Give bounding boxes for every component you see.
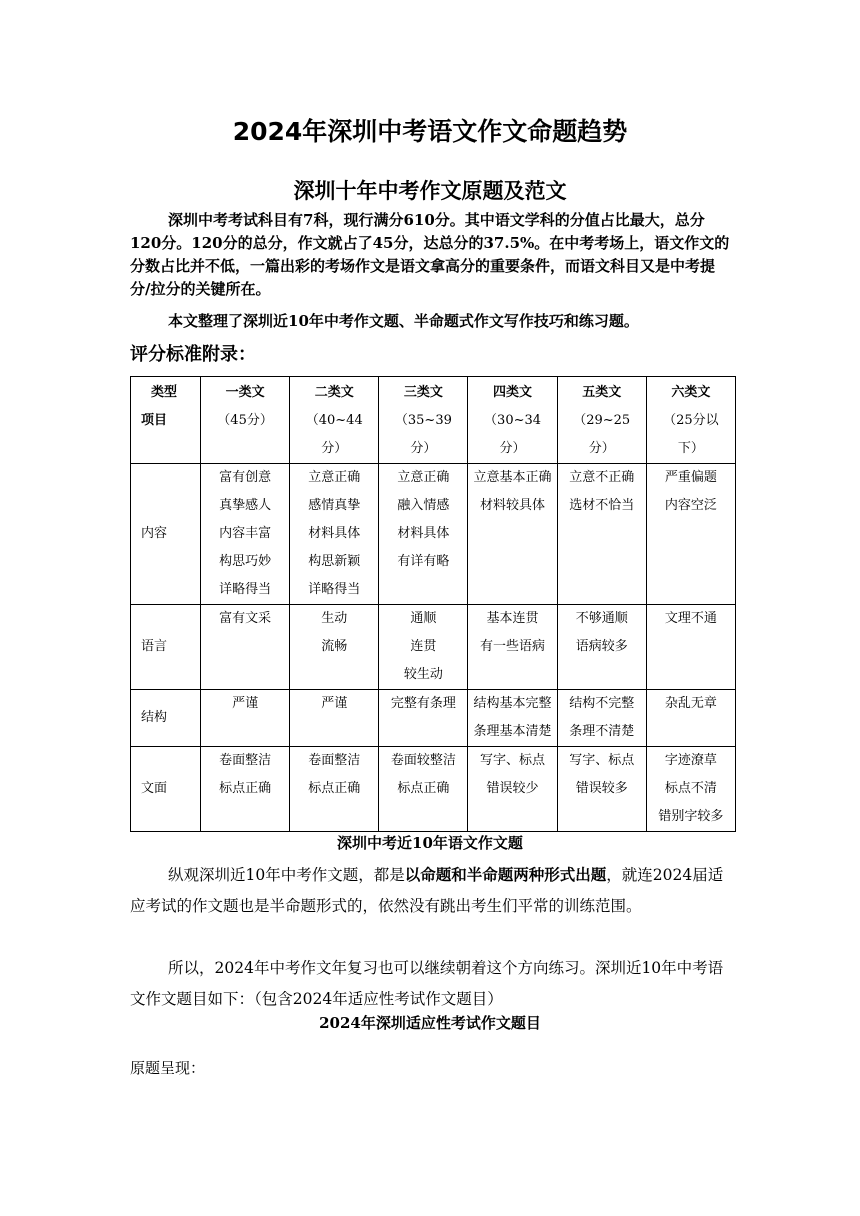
cell-line: 内容丰富 — [219, 526, 272, 541]
intro-paragraph: 深圳中考考试科目有7科，现行满分610分。其中语文学科的分值占比最大，总分120分。120分的总分，作文就占了45分，达总分的37.5%。在中考考场上，语文作文的分数占比并不低，一篇出彩的考场作文是语文拿高分的重要条件，而语文科目又是中考提分/拉分的关键所在。 — [130, 211, 730, 298]
grading-table-row — [131, 690, 736, 747]
table-cell — [468, 747, 557, 832]
cell-line: 标点正确 — [308, 781, 361, 796]
body-paragraph-1 — [130, 860, 732, 922]
table-cell — [646, 605, 735, 690]
cell-line: 条理不清楚 — [569, 724, 635, 739]
column-header-line: （45分） — [217, 413, 273, 428]
column-header — [468, 377, 557, 464]
grading-table — [130, 376, 736, 832]
para1-emphasis: 以命题和半命题两种形式出题 — [404, 866, 607, 884]
column-header-line: （35~39 — [394, 413, 452, 428]
cell-line: 选材不恰当 — [569, 498, 635, 513]
column-header — [201, 377, 290, 464]
table-cell — [379, 605, 468, 690]
column-header-line: （30~34 — [484, 413, 542, 428]
row-label-cell: 结构 — [131, 690, 201, 747]
cell-line: 较生动 — [403, 667, 443, 682]
cell-line: 字迹潦草 — [664, 753, 717, 768]
table-cell — [557, 747, 646, 832]
cell-line: 详略得当 — [308, 582, 361, 597]
cell-line: 材料具体 — [397, 526, 450, 541]
table-cell — [201, 605, 290, 690]
table-cell — [201, 747, 290, 832]
table-cell — [468, 690, 557, 747]
column-header-line: （29~25 — [573, 413, 631, 428]
cell-line: 卷面整洁 — [219, 753, 272, 768]
intro-summary: 本文整理了深圳近10年中考作文题、半命题式作文写作技巧和练习题。 — [168, 312, 639, 330]
table-cell — [379, 747, 468, 832]
cell-line: 构思新颖 — [308, 554, 361, 569]
para1-text-before: 纵观深圳近10年中考作文题，都是 — [168, 866, 405, 884]
cell-line: 基本连贯 — [486, 611, 539, 626]
grading-table-header-row — [131, 377, 736, 464]
cell-line: 结构不完整 — [569, 696, 635, 711]
cell-line: 卷面较整洁 — [390, 753, 456, 768]
cell-line: 有一些语病 — [480, 639, 546, 654]
cell-line: 富有创意 — [219, 470, 272, 485]
column-header-line: 二类文 — [314, 385, 354, 400]
table-cell — [379, 464, 468, 605]
header-corner-item: 项目 — [141, 413, 168, 428]
table-cell — [290, 690, 379, 747]
row-label-cell: 语言 — [131, 605, 201, 690]
table-cell — [646, 747, 735, 832]
column-header — [379, 377, 468, 464]
column-header-line: 分） — [410, 441, 437, 456]
cell-line: 详略得当 — [219, 582, 272, 597]
table-cell — [468, 464, 557, 605]
cell-line: 材料具体 — [308, 526, 361, 541]
cell-line: 连贯 — [410, 639, 437, 654]
column-header-line: 分） — [588, 441, 615, 456]
cell-line: 富有文采 — [219, 611, 272, 626]
column-header-line: 分） — [321, 441, 348, 456]
cell-line: 生动 — [321, 611, 348, 626]
cell-line: 错别字较多 — [658, 809, 724, 824]
table-cell — [646, 464, 735, 605]
page-title: 2024年深圳中考语文作文命题趋势 — [232, 117, 628, 146]
header-corner-cell — [131, 377, 201, 464]
cell-line: 标点不清 — [664, 781, 717, 796]
column-header-line: （25分以 — [663, 413, 719, 428]
para1-text-after: ，就连2024届适应考试的作文题也是半命题形式的，依然没有跳出考生们平常的训练范围。 — [130, 866, 724, 915]
cell-line: 文理不通 — [664, 611, 717, 626]
cell-line: 标点正确 — [219, 781, 272, 796]
table-cell — [201, 464, 290, 605]
table-cell — [557, 605, 646, 690]
cell-line: 立意不正确 — [569, 470, 635, 485]
appendix-heading: 评分标准附录： — [130, 344, 256, 365]
table-cell — [290, 464, 379, 605]
grading-table-row — [131, 464, 736, 605]
grading-table-row — [131, 747, 736, 832]
row-label-cell: 文面 — [131, 747, 201, 832]
cell-line: 杂乱无章 — [664, 696, 717, 711]
cell-line: 错误较少 — [486, 781, 539, 796]
cell-line: 立意基本正确 — [473, 470, 552, 485]
column-header-line: 五类文 — [582, 385, 622, 400]
cell-line: 严重偏题 — [664, 470, 717, 485]
grading-table-row — [131, 605, 736, 690]
cell-line: 感情真挚 — [308, 498, 361, 513]
row-label-cell: 内容 — [131, 464, 201, 605]
cell-line: 标点正确 — [397, 781, 450, 796]
cell-line: 完整有条理 — [390, 696, 456, 711]
column-header-line: 一类文 — [225, 385, 265, 400]
cell-line: 流畅 — [321, 639, 348, 654]
cell-line: 卷面整洁 — [308, 753, 361, 768]
page-subtitle: 深圳十年中考作文原题及范文 — [293, 179, 567, 203]
column-header-line: 下） — [677, 441, 704, 456]
table-cell — [379, 690, 468, 747]
column-header — [290, 377, 379, 464]
body-paragraph-2: 所以，2024年中考作文年复习也可以继续朝着这个方向练习。深圳近10年中考语文作文题目如下：（包含2024年适应性考试作文题目） — [130, 959, 724, 1008]
cell-line: 写字、标点 — [569, 753, 635, 768]
cell-line: 材料较具体 — [480, 498, 546, 513]
table-cell — [201, 690, 290, 747]
cell-line: 立意正确 — [397, 470, 450, 485]
cell-line: 通顺 — [410, 611, 437, 626]
column-header-line: 四类文 — [493, 385, 533, 400]
cell-line: 严谨 — [321, 696, 348, 711]
cell-line: 错误较多 — [575, 781, 628, 796]
cell-line: 真挚感人 — [219, 498, 272, 513]
cell-line: 融入情感 — [397, 498, 450, 513]
column-header — [557, 377, 646, 464]
cell-line: 严谨 — [232, 696, 259, 711]
cell-line: 语病较多 — [575, 639, 628, 654]
table-cell — [290, 747, 379, 832]
cell-line: 有详有略 — [397, 554, 450, 569]
cell-line: 构思巧妙 — [219, 554, 272, 569]
cell-line: 写字、标点 — [480, 753, 546, 768]
column-header — [646, 377, 735, 464]
table-cell — [557, 464, 646, 605]
table-cell — [646, 690, 735, 747]
column-header-line: 六类文 — [671, 385, 711, 400]
cell-line: 结构基本完整 — [473, 696, 552, 711]
column-header-line: 分） — [499, 441, 526, 456]
header-corner-type: 类型 — [151, 385, 178, 400]
section-heading: 深圳中考近10年语文作文题 — [337, 834, 523, 852]
cell-line: 不够通顺 — [575, 611, 628, 626]
cell-line: 条理基本清楚 — [473, 724, 552, 739]
cell-line: 立意正确 — [308, 470, 361, 485]
origin-label: 原题呈现： — [130, 1059, 206, 1077]
column-header-line: 三类文 — [403, 385, 443, 400]
column-header-line: （40~44 — [305, 413, 363, 428]
table-cell — [468, 605, 557, 690]
table-cell — [290, 605, 379, 690]
table-cell — [557, 690, 646, 747]
cell-line: 内容空泛 — [664, 498, 717, 513]
sub-heading-2024: 2024年深圳适应性考试作文题目 — [319, 1014, 541, 1032]
